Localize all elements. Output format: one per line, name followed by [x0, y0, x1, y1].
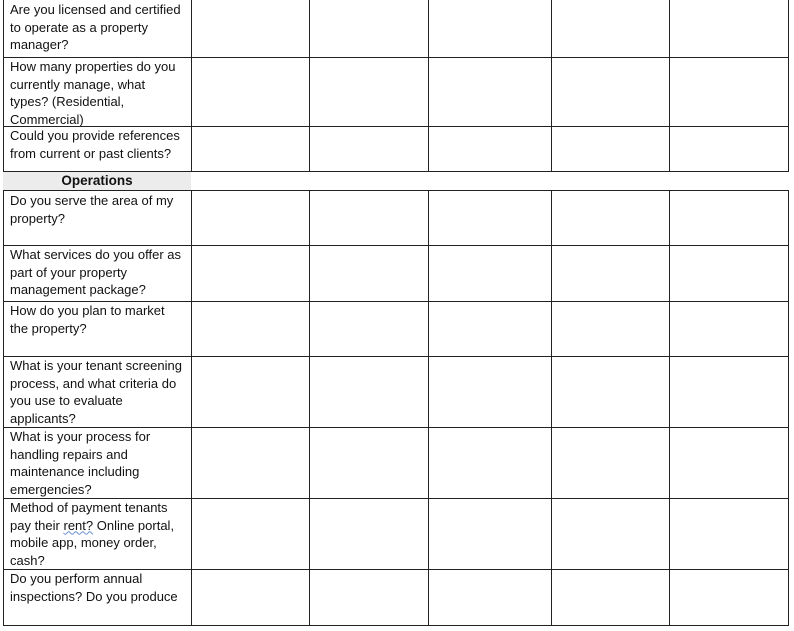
answer-cell-5[interactable]	[669, 498, 789, 569]
answer-cell-1[interactable]	[191, 356, 309, 427]
question-cell: What is your tenant screening process, and what criteria do you use to evaluate applicants?	[3, 356, 191, 427]
question-cell: What is your process for handling repairs and maintenance including emergencies?	[3, 427, 191, 498]
question-cell: How do you plan to market the property?	[3, 301, 191, 356]
table-row	[3, 126, 789, 172]
table-row	[3, 190, 789, 246]
answer-cell-1[interactable]	[191, 498, 309, 569]
answer-cell-1[interactable]	[191, 191, 309, 245]
answer-cell-2[interactable]	[309, 498, 428, 569]
answer-cell-4[interactable]	[551, 191, 669, 245]
answer-cell-2[interactable]	[309, 427, 428, 498]
answer-cell-2[interactable]	[309, 0, 428, 57]
question-text: Online portal, mobile app, money order, cash?	[10, 517, 175, 568]
answer-cell-1[interactable]	[191, 57, 309, 126]
answer-cell-3[interactable]	[428, 498, 551, 569]
section-header-operations: Operations	[3, 172, 191, 190]
answer-cell-2[interactable]	[309, 245, 428, 301]
answer-cell-4[interactable]	[551, 427, 669, 498]
answer-cell-3[interactable]	[428, 427, 551, 498]
answer-cell-3[interactable]	[428, 126, 551, 171]
answer-cell-3[interactable]	[428, 245, 551, 301]
answer-cell-1[interactable]	[191, 126, 309, 171]
answer-cell-5[interactable]	[669, 0, 789, 57]
answer-cell-2[interactable]	[309, 569, 428, 625]
question-cell: Do you serve the area of my property?	[3, 191, 191, 245]
question-cell: What services do you offer as part of your property management package?	[3, 245, 191, 301]
answer-cell-5[interactable]	[669, 191, 789, 245]
answer-cell-3[interactable]	[428, 191, 551, 245]
table-row	[3, 245, 789, 302]
question-text: Method of payment tenants pay their	[10, 500, 168, 533]
question-cell: Could you provide references from current or past clients?	[3, 126, 191, 171]
answer-cell-4[interactable]	[551, 569, 669, 625]
table-row	[3, 0, 789, 58]
answer-cell-4[interactable]	[551, 126, 669, 171]
answer-cell-3[interactable]	[428, 0, 551, 57]
answer-cell-5[interactable]	[669, 301, 789, 356]
answer-cell-1[interactable]	[191, 245, 309, 301]
answer-cell-5[interactable]	[669, 427, 789, 498]
table-row	[3, 57, 789, 127]
answer-cell-2[interactable]	[309, 301, 428, 356]
answer-cell-1[interactable]	[191, 301, 309, 356]
table-row	[3, 427, 789, 499]
spellcheck-flagged-word[interactable]: rent?	[63, 517, 94, 533]
answer-cell-5[interactable]	[669, 245, 789, 301]
table-row	[3, 569, 789, 626]
table-row	[3, 301, 789, 357]
answer-cell-4[interactable]	[551, 0, 669, 57]
answer-cell-4[interactable]	[551, 301, 669, 356]
answer-cell-1[interactable]	[191, 0, 309, 57]
answer-cell-5[interactable]	[669, 569, 789, 625]
answer-cell-4[interactable]	[551, 498, 669, 569]
question-cell	[3, 498, 191, 569]
table-row	[3, 498, 789, 570]
answer-cell-1[interactable]	[191, 427, 309, 498]
answer-cell-4[interactable]	[551, 245, 669, 301]
answer-cell-2[interactable]	[309, 191, 428, 245]
question-cell: Do you perform annual inspections? Do you produce	[3, 569, 191, 625]
answer-cell-5[interactable]	[669, 126, 789, 171]
answer-cell-2[interactable]	[309, 356, 428, 427]
answer-cell-3[interactable]	[428, 57, 551, 126]
answer-cell-4[interactable]	[551, 57, 669, 126]
answer-cell-3[interactable]	[428, 301, 551, 356]
question-cell: How many properties do you currently manage, what types? (Residential, Commercial)	[3, 57, 191, 126]
answer-cell-3[interactable]	[428, 356, 551, 427]
answer-cell-2[interactable]	[309, 126, 428, 171]
question-cell: Are you licensed and certified to operate as a property manager?	[3, 0, 191, 57]
answer-cell-1[interactable]	[191, 569, 309, 625]
answer-cell-3[interactable]	[428, 569, 551, 625]
answer-cell-2[interactable]	[309, 57, 428, 126]
answer-cell-4[interactable]	[551, 356, 669, 427]
table-row	[3, 356, 789, 428]
answer-cell-5[interactable]	[669, 57, 789, 126]
answer-cell-5[interactable]	[669, 356, 789, 427]
